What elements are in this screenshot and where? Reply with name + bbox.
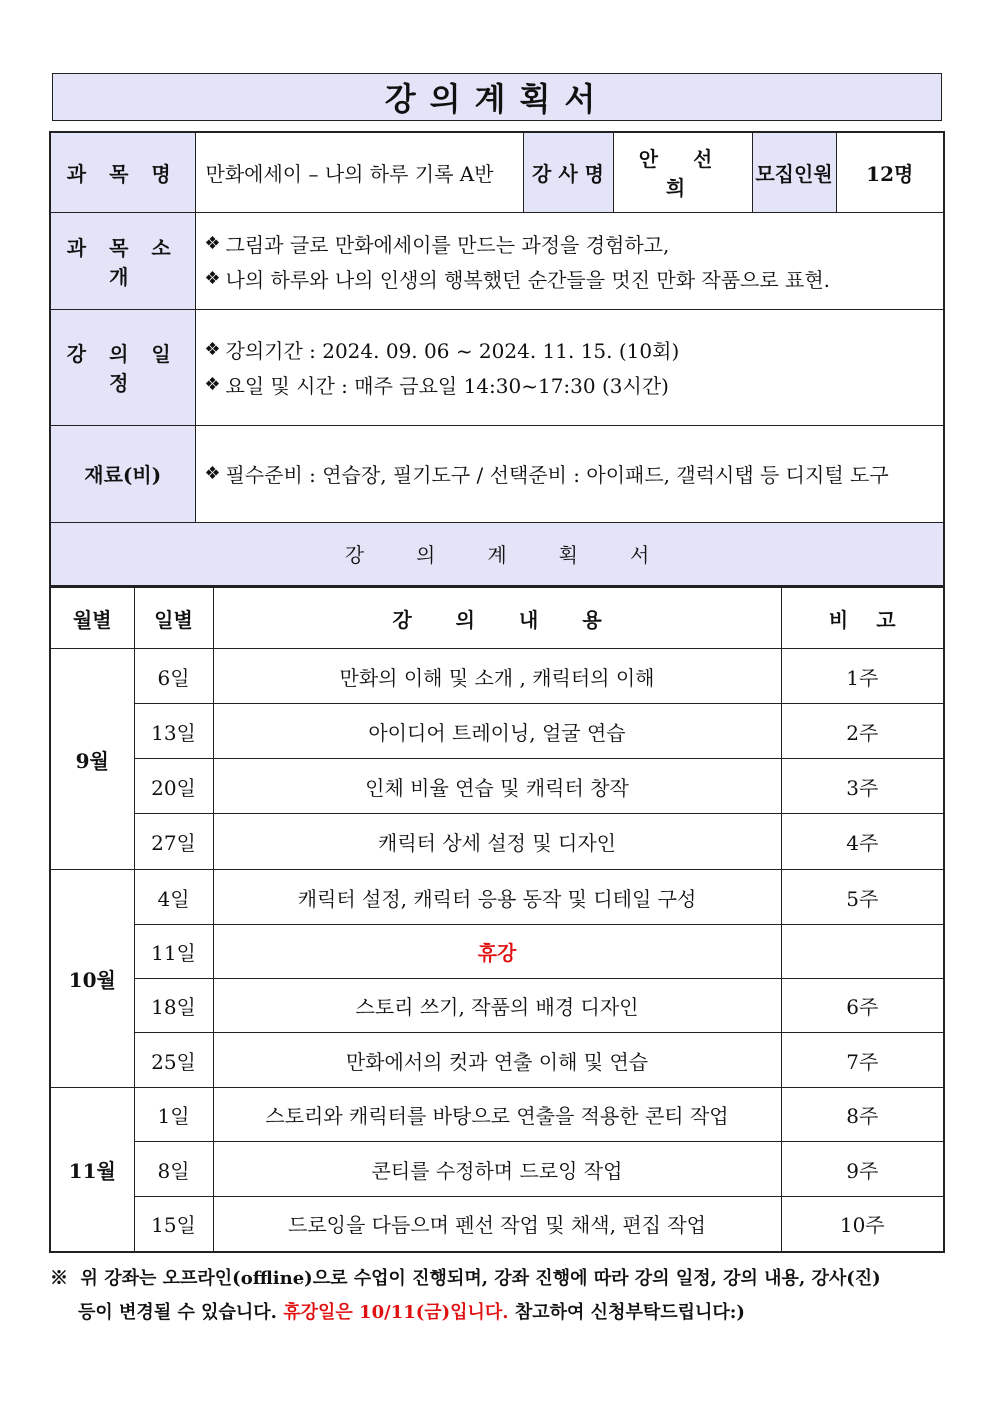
- schedule-label: 강 의 일 정: [50, 309, 195, 425]
- table-row: [50, 979, 944, 1033]
- month-cell: 9월: [50, 649, 134, 870]
- subject-value: 만화에세이 – 나의 하루 기록 A반: [195, 132, 523, 212]
- table-row: [50, 870, 944, 925]
- materials-label: 재료(비): [50, 425, 195, 522]
- table-row: [50, 925, 944, 979]
- instructor-label: 강 사 명: [523, 132, 613, 212]
- footnote-line-2: 등이 변경될 수 있습니다. 휴강일은 10/11(금)입니다. 참고하여 신청부탁드립니다:): [78, 1302, 745, 1323]
- content-cell: 캐릭터 상세 설정 및 디자인: [213, 814, 781, 870]
- note-cell: 9주: [781, 1142, 944, 1197]
- capacity-label: 모집인원: [752, 132, 836, 212]
- schedule-line: ❖ 강의기간 : 2024. 09. 06 ~ 2024. 11. 15. (10회): [196, 332, 944, 367]
- content-cell: 스토리와 캐릭터를 바탕으로 연출을 적용한 콘티 작업: [213, 1088, 781, 1142]
- intro-label: 과 목 소 개: [50, 212, 195, 309]
- intro-line: ❖ 나의 하루와 나의 인생의 행복했던 순간들을 멋진 만화 작품으로 표현.: [196, 261, 944, 296]
- col-day-header: 일별: [134, 588, 213, 649]
- footnote: [50, 1262, 946, 1330]
- content-cell: 콘티를 수정하며 드로잉 작업: [213, 1142, 781, 1197]
- subject-label: 과 목 명: [50, 132, 195, 212]
- table-row: [50, 1142, 944, 1197]
- col-month-header: 월별: [50, 588, 134, 649]
- day-cell: 20일: [134, 759, 213, 814]
- note-cell: 8주: [781, 1088, 944, 1142]
- footnote-line-1: ※ 위 강좌는 오프라인(offline)으로 수업이 진행되며, 강좌 진행에 따라 강의 일정, 강의 내용, 강사(진): [50, 1268, 881, 1289]
- note-cell: 3주: [781, 759, 944, 814]
- bullet-icon: ❖: [204, 339, 221, 360]
- note-cell: [781, 925, 944, 979]
- note-cell: 4주: [781, 814, 944, 870]
- intro-content: [195, 212, 944, 309]
- col-note-header: 비고: [781, 588, 944, 649]
- bullet-icon: ❖: [204, 463, 221, 484]
- materials-line: ❖ 필수준비 : 연습장, 필기도구 / 선택준비 : 아이패드, 갤럭시탭 등 디지털 도구: [196, 456, 944, 491]
- content-cell: 만화의 이해 및 소개 , 캐릭터의 이해: [213, 649, 781, 704]
- bullet-icon: ❖: [204, 267, 221, 289]
- holiday-notice: 휴강일은 10/11(금)입니다.: [283, 1302, 509, 1323]
- note-cell: 2주: [781, 704, 944, 759]
- document-title: 강의계획서: [52, 73, 942, 121]
- table-row: [50, 704, 944, 759]
- note-cell: 10주: [781, 1197, 944, 1252]
- schedule-line: ❖ 요일 및 시간 : 매주 금요일 14:30~17:30 (3시간): [196, 367, 944, 402]
- day-cell: 1일: [134, 1088, 213, 1142]
- lecture-schedule-table: [49, 587, 945, 1253]
- schedule-content: [195, 309, 944, 425]
- day-cell: 11일: [134, 925, 213, 979]
- bullet-icon: ❖: [204, 374, 221, 395]
- day-cell: 25일: [134, 1033, 213, 1088]
- day-cell: 4일: [134, 870, 213, 925]
- note-cell: 6주: [781, 979, 944, 1033]
- table-row: [50, 1088, 944, 1142]
- day-cell: 15일: [134, 1197, 213, 1252]
- content-cell: 드로잉을 다듬으며 펜선 작업 및 채색, 편집 작업: [213, 1197, 781, 1252]
- intro-line: ❖ 그림과 글로 만화에세이를 만드는 과정을 경험하고,: [196, 226, 944, 261]
- note-cell: 7주: [781, 1033, 944, 1088]
- table-row: [50, 759, 944, 814]
- materials-content: [195, 425, 944, 522]
- table-row: [50, 1197, 944, 1252]
- note-cell: 1주: [781, 649, 944, 704]
- month-cell: 10월: [50, 870, 134, 1088]
- day-cell: 13일: [134, 704, 213, 759]
- table-row: [50, 649, 944, 704]
- holiday-cell: 휴강: [213, 925, 781, 979]
- content-cell: 만화에서의 컷과 연출 이해 및 연습: [213, 1033, 781, 1088]
- table-row: [50, 814, 944, 870]
- day-cell: 6일: [134, 649, 213, 704]
- content-cell: 인체 비율 연습 및 캐릭터 창작: [213, 759, 781, 814]
- instructor-value: 안 선 희: [613, 132, 752, 212]
- col-content-header: 강의내용: [213, 588, 781, 649]
- content-cell: 스토리 쓰기, 작품의 배경 디자인: [213, 979, 781, 1033]
- content-cell: 캐릭터 설정, 캐릭터 응용 동작 및 디테일 구성: [213, 870, 781, 925]
- plan-section-title: 강의계획서: [50, 522, 944, 586]
- day-cell: 8일: [134, 1142, 213, 1197]
- capacity-value: 12명: [836, 132, 944, 212]
- month-cell: 11월: [50, 1088, 134, 1252]
- note-cell: 5주: [781, 870, 944, 925]
- day-cell: 27일: [134, 814, 213, 870]
- course-info-table: [49, 131, 945, 587]
- bullet-icon: ❖: [204, 232, 221, 254]
- reference-mark-icon: ※: [50, 1268, 68, 1289]
- content-cell: 아이디어 트레이닝, 얼굴 연습: [213, 704, 781, 759]
- table-row: [50, 1033, 944, 1088]
- day-cell: 18일: [134, 979, 213, 1033]
